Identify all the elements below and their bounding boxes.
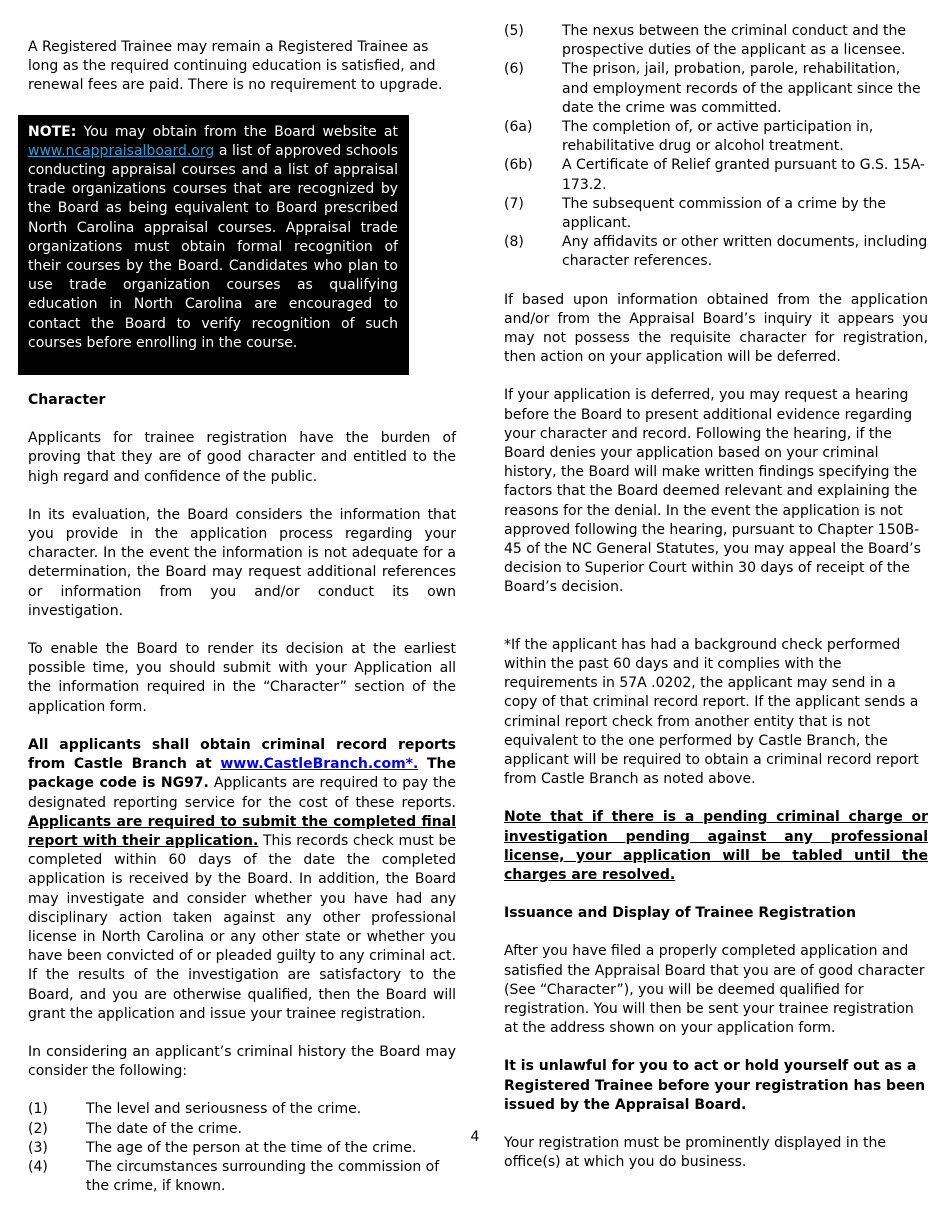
paragraph-display-registration: Your registration must be prominently displayed in the office(s) at which you do business. <box>504 1134 887 1171</box>
list-item-text: The circumstances surrounding the commission of the crime, if known. <box>86 1158 440 1195</box>
list-item <box>28 1158 456 1196</box>
criminal-reports-bold-text: All applicants shall obtain criminal record reports from Castle Branch at <box>28 736 456 773</box>
paragraph-application-deferred: If based upon information obtained from the application and/or from the Appraisal Board’s inquiry it appears you may not possess the requisite character for registration, then action on your application will be deferred. <box>504 291 928 366</box>
list-item-number: (7) <box>504 195 524 212</box>
list-item-text: The date of the crime. <box>86 1120 242 1137</box>
paragraph-criminal-history-intro: In considering an applicant’s criminal history the Board may consider the following: <box>28 1043 456 1080</box>
list-item <box>504 60 928 118</box>
list-item-number: (1) <box>28 1101 48 1118</box>
submit-final-report-bold-underline: Applicants are required to submit the completed final report with their application. <box>28 813 456 849</box>
list-item-text: The prison, jail, probation, parole, rehabilitation, and employment records of the applicant since the date the crime was committed. <box>562 61 921 116</box>
list-item <box>504 22 928 60</box>
list-item-text: The completion of, or active participation in, rehabilitative drug or alcohol treatment. <box>562 119 874 155</box>
list-item-text: The age of the person at the time of the crime. <box>86 1139 417 1156</box>
paragraph-request-hearing: If your application is deferred, you may request a hearing before the Board to present additional evidence regarding your character and record. Following the hearing, if the Board denies your application based on your criminal history, the Board will make written findings specifying the factors that the Board deemed relevant and explaining the reasons for the denial. In the event the application is not approved following the hearing, pursuant to Chapter 150B-45 of the NC General Statutes, you may appeal the Board’s decision to Superior Court within 30 days of receipt of the Board’s decision. <box>504 387 921 596</box>
section-heading-issuance: Issuance and Display of Trainee Registration <box>504 905 856 922</box>
paragraph-pending-charge-note: Note that if there is a pending criminal charge or investigation pending against any professional license, your application will be tabled until the charges are resolved. <box>504 809 928 883</box>
list-item-number: (8) <box>504 234 524 251</box>
list-item <box>504 118 928 156</box>
left-column <box>28 38 456 1215</box>
right-column <box>504 22 928 1191</box>
reporting-service-text: Applicants are required to pay the designated reporting service for the cost of these reports. <box>28 775 456 811</box>
note-text-continued: a list of approved schools conducting appraisal courses and a list of appraisal trade organizations courses that are recognized by the Board as being equivalent to Board prescribed North Carolina appraisal courses. Appraisal trade organizations must obtain formal recognition of their courses by the Board. Candidates who plan to use trade organization courses as qualifying education in North Carolina are encouraged to contact the Board to verify recognition of such courses before enrolling in the course. <box>28 142 398 351</box>
list-item-text: The nexus between the criminal conduct and the prospective duties of the applicant as a licensee. <box>562 23 907 59</box>
criminal-history-factors-list-continued <box>504 22 928 272</box>
list-item-text: Any affidavits or other written documents, including character references. <box>562 234 928 270</box>
list-item-text: The subsequent commission of a crime by the applicant. <box>562 195 887 232</box>
list-item-number: (3) <box>28 1139 48 1156</box>
criminal-history-factors-list <box>28 1100 456 1196</box>
paragraph-background-check-footnote: *If the applicant has had a background check performed within the past 60 days and it complies with the requirements in 57A .0202, the applicant may send in a copy of that criminal record report. If the applicant sends a criminal report check from another entity that is not equivalent to the one performed by Castle Branch, the applicant will be required to obtain a criminal record report from Castle Branch as noted above. <box>504 636 919 788</box>
list-item-number: (6b) <box>504 157 533 174</box>
list-item <box>504 233 928 271</box>
list-item-number: (2) <box>28 1120 48 1137</box>
paragraph-registered-trainee: A Registered Trainee may remain a Registered Trainee as long as the required continuing education is satisfied, and renewal fees are paid. There is no requirement to upgrade. <box>28 39 443 94</box>
paragraph-submit-with-application: To enable the Board to render its decision at the earliest possible time, you should submit with your Application all the information required in the “Character” section of the application form. <box>28 641 456 715</box>
paragraph-burden-of-proving: Applicants for trainee registration have the burden of proving that they are of good character and entitled to the high regard and confidence of the public. <box>28 430 456 485</box>
list-item <box>28 1100 456 1119</box>
note-label: NOTE: <box>28 123 77 140</box>
ncappraisalboard-link[interactable]: www.ncappraisalboard.org <box>28 142 215 159</box>
list-item-number: (5) <box>504 23 524 39</box>
paragraph-criminal-record-reports <box>28 736 456 1024</box>
list-item-number: (6) <box>504 61 524 78</box>
list-item-text: The level and seriousness of the crime. <box>86 1101 362 1118</box>
list-item-text: A Certificate of Relief granted pursuant to G.S. 15A-173.2. <box>562 157 925 193</box>
package-code-bold-text: The package code is NG97. <box>28 756 456 792</box>
list-item <box>504 156 928 194</box>
paragraph-unlawful-warning: It is unlawful for you to act or hold yourself out as a Registered Trainee before your registration has been issued by the Appraisal Board. <box>504 1058 926 1113</box>
note-box <box>18 115 409 375</box>
page-number: 4 <box>470 1129 480 1145</box>
section-heading-character: Character <box>28 392 106 409</box>
list-item <box>504 195 928 233</box>
paragraph-deemed-qualified: After you have filed a properly completed application and satisfied the Appraisal Board that you are of good character (See “Character”), you will be deemed qualified for registration. You will then be sent your trainee registration at the address shown on your application form. <box>504 943 925 1037</box>
records-check-text: This records check must be completed within 60 days of the date the completed application is received by the Board. In addition, the Board may investigate and consider whether you have had any disciplinary action taken against any other professional license in North Carolina or any other state or whether you have been convicted of or pleaded guilty to any criminal act. If the results of the investigation are satisfactory to the Board, and you are otherwise qualified, then the Board will grant the application and issue your trainee registration. <box>28 832 456 1022</box>
castlebranch-link[interactable]: www.CastleBranch.com*. <box>220 756 419 773</box>
list-item-number: (6a) <box>504 119 533 136</box>
note-text: You may obtain from the Board website at <box>76 123 398 140</box>
list-item-number: (4) <box>28 1158 48 1175</box>
paragraph-board-evaluation: In its evaluation, the Board considers the information that you provide in the application process regarding your character. In the event the information is not adequate for a determination, the Board may request additional references or information from you and/or conduct its own investigation. <box>28 506 456 619</box>
